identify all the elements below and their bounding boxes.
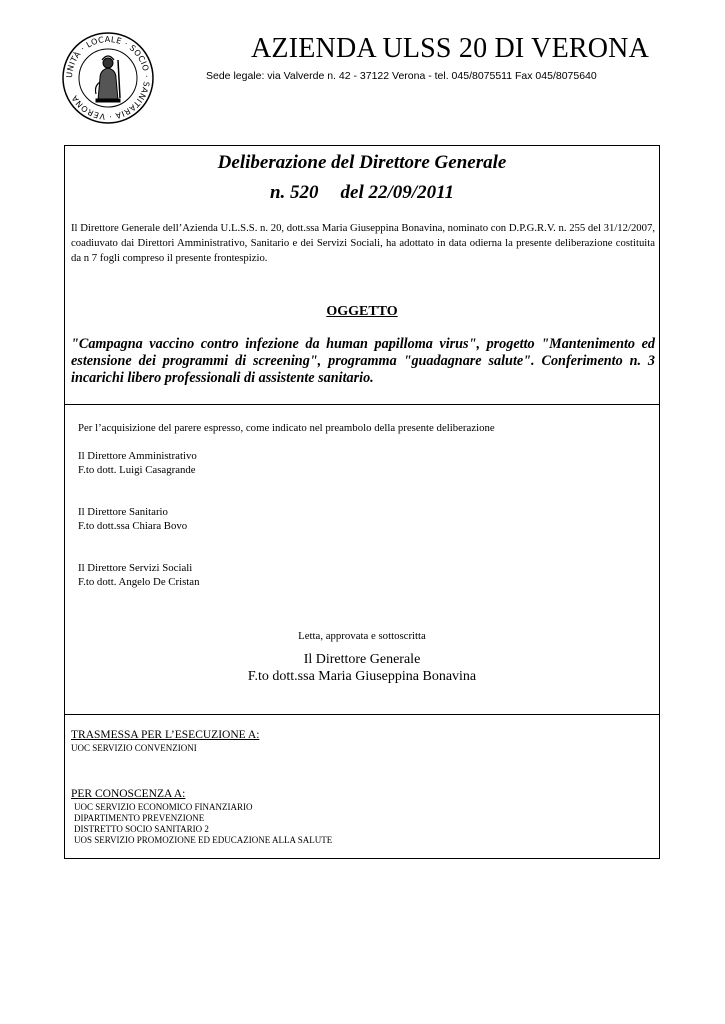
deliberation-frame <box>64 145 660 859</box>
approval-note: Letta, approvata e sottoscritta <box>298 630 426 642</box>
signatory-block <box>78 505 187 533</box>
signatory-block <box>78 561 200 589</box>
signatory-role: Il Direttore Servizi Sociali <box>78 562 193 574</box>
list-item: DIPARTIMENTO PREVENZIONE <box>74 813 205 823</box>
organization-title: AZIENDA ULSS 20 DI VERONA <box>250 33 650 64</box>
execution-list <box>71 743 197 754</box>
section-divider <box>65 404 659 405</box>
signatory-name: F.to dott. Angelo De Cristan <box>78 576 200 588</box>
list-item: UOC SERVIZIO ECONOMICO FINANZIARIO <box>74 802 253 812</box>
execution-heading: TRASMESSA PER L’ESECUZIONE A: <box>71 729 260 741</box>
list-item: DISTRETTO SOCIO SANITARIO 2 <box>74 824 209 834</box>
subject-heading: OGGETTO <box>326 304 398 319</box>
deliberation-number-line <box>65 182 659 204</box>
knowledge-heading: PER CONOSCENZA A: <box>71 788 186 800</box>
signatory-name: F.to dott.ssa Chiara Bovo <box>78 520 188 532</box>
signatory-name: F.to dott. Luigi Casagrande <box>78 464 196 476</box>
deliberation-preamble: Il Direttore Generale dell’Azienda U.L.S.S. n. 20, dott.ssa Maria Giuseppina Bonavina, nominato con D.P.G.R.V. n. 255 del 31/12/2007, coadiuvato dai Direttori Amministrativo, Sanitario e dei Servizi Sociali, ha adottato in data odierna la presente deliberazione costituita da n 7 fogli compreso il presente frontespizio. <box>71 222 655 264</box>
deliberation-title: Deliberazione del Direttore Generale <box>217 152 507 173</box>
knowledge-list <box>74 802 332 846</box>
subject-text: "Campagna vaccino contro infezione da human papilloma virus", progetto "Mantenimento ed estensione dei programmi di screening", programma "guadagnare salute". Conferimento n. 3 incarichi libero professionali di assistente sanitario. <box>71 336 655 386</box>
signatory-block <box>78 449 197 477</box>
section-divider <box>65 714 659 715</box>
organization-address: Sede legale: via Valverde n. 42 - 37122 Verona - tel. 045/8075511 Fax 045/8075640 <box>206 70 597 82</box>
signatory-role: Il Direttore Amministrativo <box>78 450 197 462</box>
ulss-seal-logo <box>60 30 156 126</box>
list-item: UOC SERVIZIO CONVENZIONI <box>71 743 197 753</box>
opinion-intro: Per l’acquisizione del parere espresso, come indicato nel preambolo della presente deliberazione <box>78 422 495 434</box>
signatory-role: Il Direttore Sanitario <box>78 506 168 518</box>
svg-text:UNITÀ · LOCALE · SOCIO · SANIT: UNITÀ · LOCALE · SOCIO · SANITARIA · VERONA <box>64 34 152 122</box>
deliberation-date: del 22/09/2011 <box>340 182 455 203</box>
director-general-name: F.to dott.ssa Maria Giuseppina Bonavina <box>247 669 477 684</box>
list-item: UOS SERVIZIO PROMOZIONE ED EDUCAZIONE ALLA SALUTE <box>74 835 333 845</box>
deliberation-number: n. 520 <box>269 182 319 203</box>
director-general-title: Il Direttore Generale <box>303 652 421 667</box>
